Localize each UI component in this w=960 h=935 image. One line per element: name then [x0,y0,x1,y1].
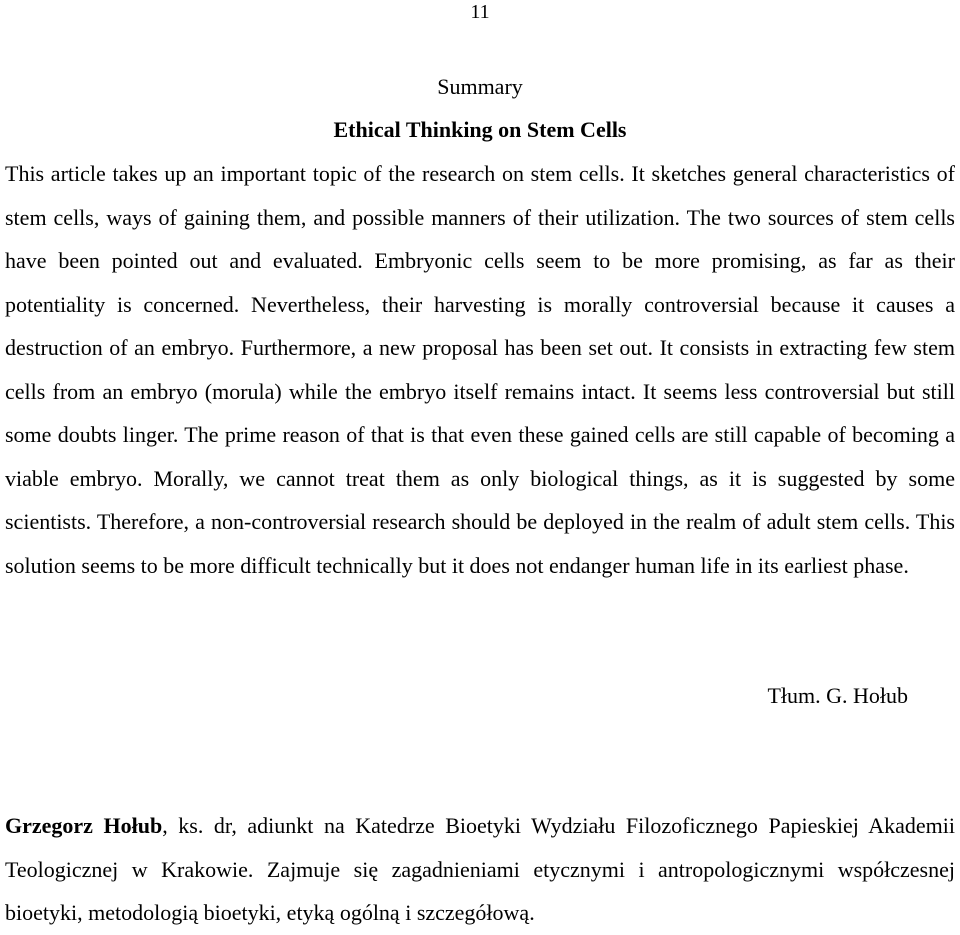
author-description: , ks. dr, adiunkt na Katedrze Bioetyki Wydziału Filozoficznego Papieskiej Akademii Teologicznej w Krakowie. Zajmuje się zagadnieniami etycznymi i antropologicznymi współczesnej bioetyki, metodologią bioetyki, etyką ogólną i szczegółową. [5,813,955,925]
summary-heading: Summary [437,74,523,99]
summary-body: This article takes up an important topic of the research on stem cells. It sketches general characteristics of stem cells, ways of gaining them, and possible manners of their utilization. The two sources of stem cells have been pointed out and evaluated. Embryonic cells seem to be more promising, as far as their potentiality is concerned. Nevertheless, their harvesting is morally controversial because it causes a destruction of an embryo. Furthermore, a new proposal has been set out. It consists in extracting few stem cells from an embryo (morula) while the embryo itself remains intact. It seems less controversial but still some doubts linger. The prime reason of that is that even these gained cells are still capable of becoming a viable embryo. Morally, we cannot treat them as only biological things, as it is suggested by some scientists. Therefore, a non-controversial research should be deployed in the realm of adult stem cells. This solution seems to be more difficult technically but it does not endanger human life in its earliest phase. [5,161,955,578]
translator-credit: Tłum. G. Hołub [767,683,908,708]
page-number: 11 [470,1,490,23]
author-name: Grzegorz Hołub [5,813,163,838]
article-title: Ethical Thinking on Stem Cells [333,117,627,142]
author-note [5,804,955,935]
